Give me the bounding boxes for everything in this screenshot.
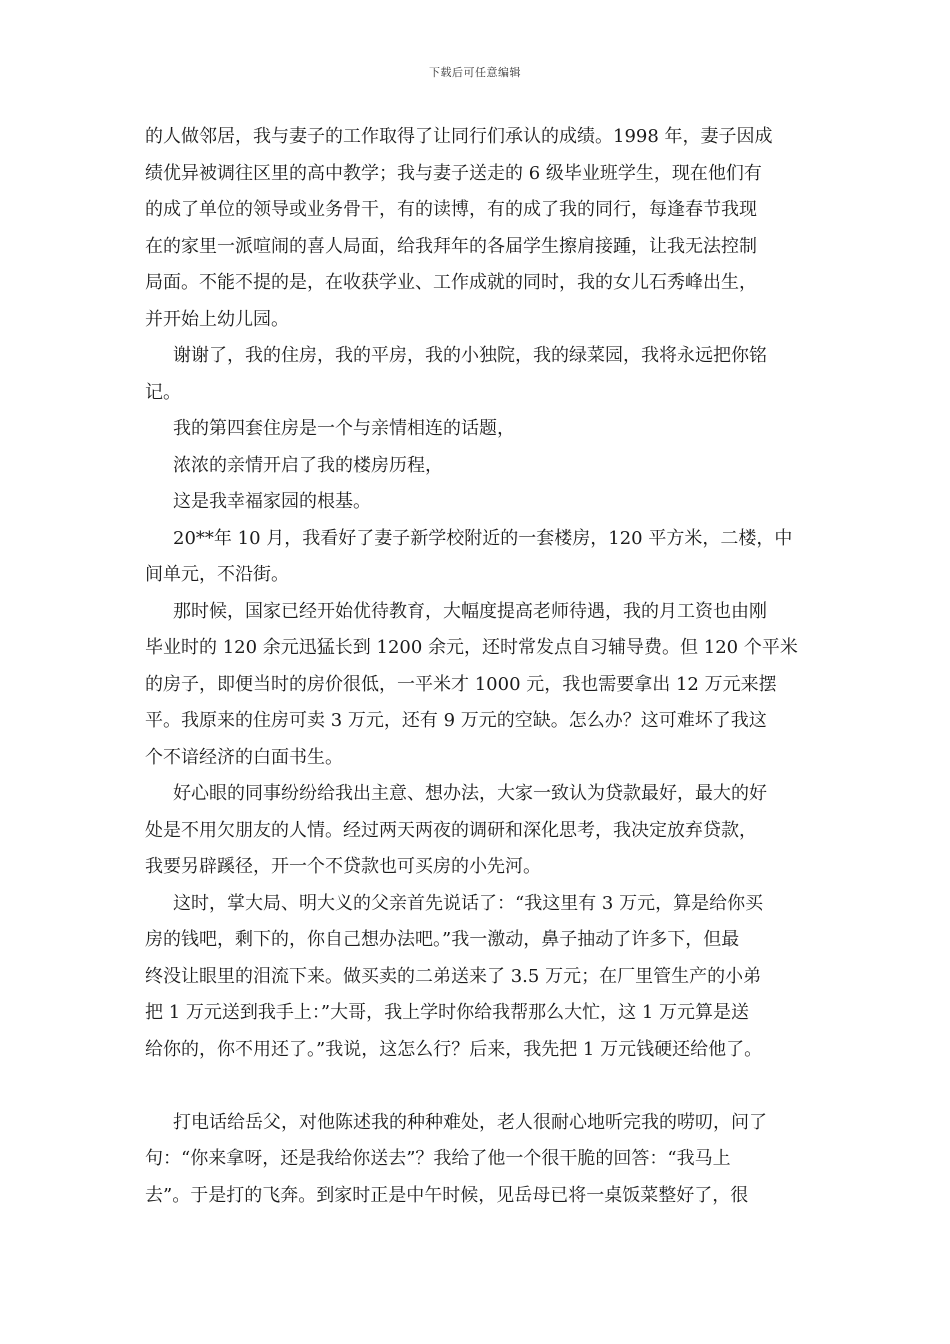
text-line: 的人做邻居，我与妻子的工作取得了让同行们承认的成绩。1998 年，妻子因成 (145, 126, 773, 147)
text-line: 那时候，国家已经开始优待教育，大幅度提高老师待遇，我的月工资也由刚 (173, 600, 767, 622)
document-body (145, 119, 810, 1214)
text-line: 处是不用欠朋友的人情。经过两天两夜的调研和深化思考，我决定放弃贷款， (145, 819, 757, 841)
text-line: 平。我原来的住房可卖 3 万元，还有 9 万元的空缺。怎么办？这可难坏了我这 (145, 710, 767, 731)
text-line: 句：“你来拿呀，还是我给你送去”？我给了他一个很干脆的回答：“我马上 (145, 1148, 731, 1169)
text-line: 这是我幸福家园的根基。 (173, 491, 371, 512)
text-line: 20**年 10 月，我看好了妻子新学校附近的一套楼房，120 平方米，二楼，中 (173, 527, 793, 549)
text-line: 好心眼的同事纷纷给我出主意、想办法，大家一致认为贷款最好，最大的好 (173, 783, 767, 804)
text-line: 我的第四套住房是一个与亲情相连的话题， (173, 418, 515, 439)
text-line: 绩优异被调往区里的高中教学；我与妻子送走的 6 级毕业班学生，现在他们有 (145, 162, 762, 184)
text-line: 我要另辟蹊径，开一个不贷款也可买房的小先河。 (145, 856, 541, 877)
text-line: 浓浓的亲情开启了我的楼房历程， (173, 454, 443, 476)
text-line: 局面。不能不提的是，在收获学业、工作成就的同时，我的女儿石秀峰出生， (145, 272, 757, 293)
page-header: 下载后可任意编辑 (429, 66, 521, 79)
text-line: 给你的，你不用还了。”我说，这怎么行？后来，我先把 1 万元钱硬还给他了。 (145, 1038, 763, 1060)
text-line: 的成了单位的领导或业务骨干，有的读博，有的成了我的同行，每逢春节我现 (145, 199, 757, 220)
text-line: 的房子，即便当时的房价很低，一平米才 1000 元，我也需要拿出 12 万元来摆 (145, 673, 777, 695)
text-line: 记。 (145, 381, 181, 403)
text-line: 间单元，不沿街。 (145, 564, 289, 585)
text-line: 个不谙经济的白面书生。 (145, 746, 343, 768)
text-line: 并开始上幼儿园。 (145, 308, 289, 330)
text-line: 终没让眼里的泪流下来。做买卖的二弟送来了 3.5 万元；在厂里管生产的小弟 (145, 965, 762, 987)
text-line: 谢谢了，我的住房，我的平房，我的小独院，我的绿菜园，我将永远把你铭 (173, 345, 767, 366)
text-line: 去”。于是打的飞奔。到家时正是中午时候，见岳母已将一桌饭菜整好了，很 (145, 1184, 749, 1206)
text-line: 这时，掌大局、明大义的父亲首先说话了：“我这里有 3 万元，算是给你买 (173, 892, 764, 914)
text-line: 在的家里一派喧闹的喜人局面，给我拜年的各届学生擦肩接踵，让我无法控制 (145, 235, 757, 257)
text-line: 把 1 万元送到我手上：”大哥，我上学时你给我帮那么大忙，这 1 万元算是送 (145, 1002, 749, 1023)
text-line: 打电话给岳父，对他陈述我的种种难处，老人很耐心地听完我的唠叨，问了 (173, 1111, 767, 1133)
text-line: 毕业时的 120 余元迅猛长到 1200 余元，还时常发点自习辅导费。但 120 个平米 (145, 637, 798, 658)
text-line: 房的钱吧，剩下的，你自己想办法吧。”我一激动，鼻子抽动了许多下，但最 (145, 929, 740, 950)
blank-line (145, 1068, 810, 1105)
